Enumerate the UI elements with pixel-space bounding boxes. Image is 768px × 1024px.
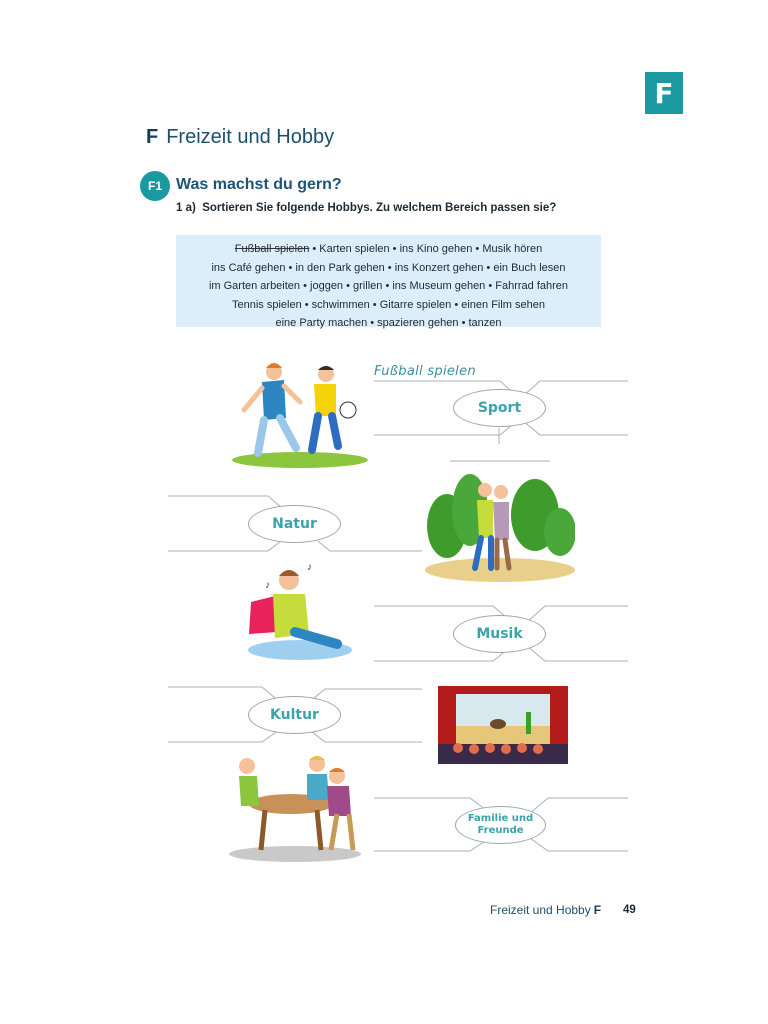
svg-text:♪: ♪	[265, 580, 270, 591]
hobby-item: Fußball spielen	[234, 243, 310, 255]
hobby-item: eine Party machen	[275, 317, 368, 329]
hobby-item: Karten spielen	[319, 243, 390, 255]
category-familie: Familie und Freunde	[455, 806, 546, 844]
exercise-number: 1 a)	[176, 202, 196, 214]
word-box-line: ins Café gehen • in den Park gehen • ins Konzert gehen • ein Buch lesen	[211, 261, 566, 274]
chapter-title	[146, 126, 334, 149]
word-box-line: im Garten arbeiten • joggen • grillen • ins Museum gehen • Fahrrad fahren	[208, 280, 569, 292]
footer-title-text: Freizeit und Hobby	[490, 903, 591, 917]
hobby-item: Gitarre spielen	[379, 298, 452, 311]
footer-title	[490, 903, 601, 917]
hobby-item: ein Buch lesen	[493, 261, 566, 274]
hobby-item: im Garten arbeiten	[208, 280, 301, 292]
hobby-item: Tennis spielen	[231, 298, 302, 311]
footer-letter: F	[593, 903, 602, 917]
word-box-line: Tennis spielen • schwimmen • Gitarre spielen • einen Film sehen	[231, 298, 546, 311]
word-box-line: eine Party machen • spazieren gehen • tanzen	[275, 317, 502, 329]
hobby-item: schwimmen	[311, 298, 370, 311]
chapter-letter: F	[146, 126, 159, 148]
hobby-item: einen Film sehen	[461, 298, 546, 311]
category-kultur: Kultur	[248, 696, 341, 734]
hobby-item: ins Museum gehen	[392, 280, 486, 292]
hobby-item: grillen	[353, 280, 383, 292]
music-listener-illustration	[245, 562, 355, 662]
category-sport: Sport	[453, 389, 546, 427]
hobby-item: ins Kino gehen	[399, 243, 473, 255]
word-box	[176, 235, 601, 327]
hobby-item: Musik hören	[482, 243, 543, 255]
exercise-instruction	[176, 202, 556, 214]
hobby-item: joggen	[310, 280, 344, 292]
football-players-illustration	[230, 358, 370, 470]
hobby-item: ins Café gehen	[211, 261, 286, 274]
chapter-tab: F	[645, 72, 683, 114]
section-badge: F1	[140, 171, 170, 201]
svg-text:♪: ♪	[307, 562, 312, 573]
word-box-line: Fußball spielen • Karten spielen • ins Kino gehen • Musik hören	[234, 243, 543, 255]
card-players-illustration	[225, 754, 365, 864]
theater-illustration	[438, 686, 568, 764]
section-title: Was machst du gern?	[176, 176, 342, 193]
example-answer: Fußball spielen	[374, 364, 476, 379]
hobby-item: in den Park gehen	[295, 261, 385, 274]
hobby-item: Fahrrad fahren	[495, 280, 569, 292]
hobby-item: spazieren gehen	[377, 317, 459, 329]
hobby-item: tanzen	[468, 317, 502, 329]
page-number: 49	[623, 904, 636, 916]
category-musik: Musik	[453, 615, 546, 653]
chapter-title-text: Freizeit und Hobby	[166, 126, 335, 148]
exercise-text: Sortieren Sie folgende Hobbys. Zu welchem Bereich passen sie?	[202, 202, 557, 214]
category-natur: Natur	[248, 505, 341, 543]
park-walk-illustration	[425, 470, 575, 582]
hobby-item: ins Konzert gehen	[394, 261, 484, 274]
